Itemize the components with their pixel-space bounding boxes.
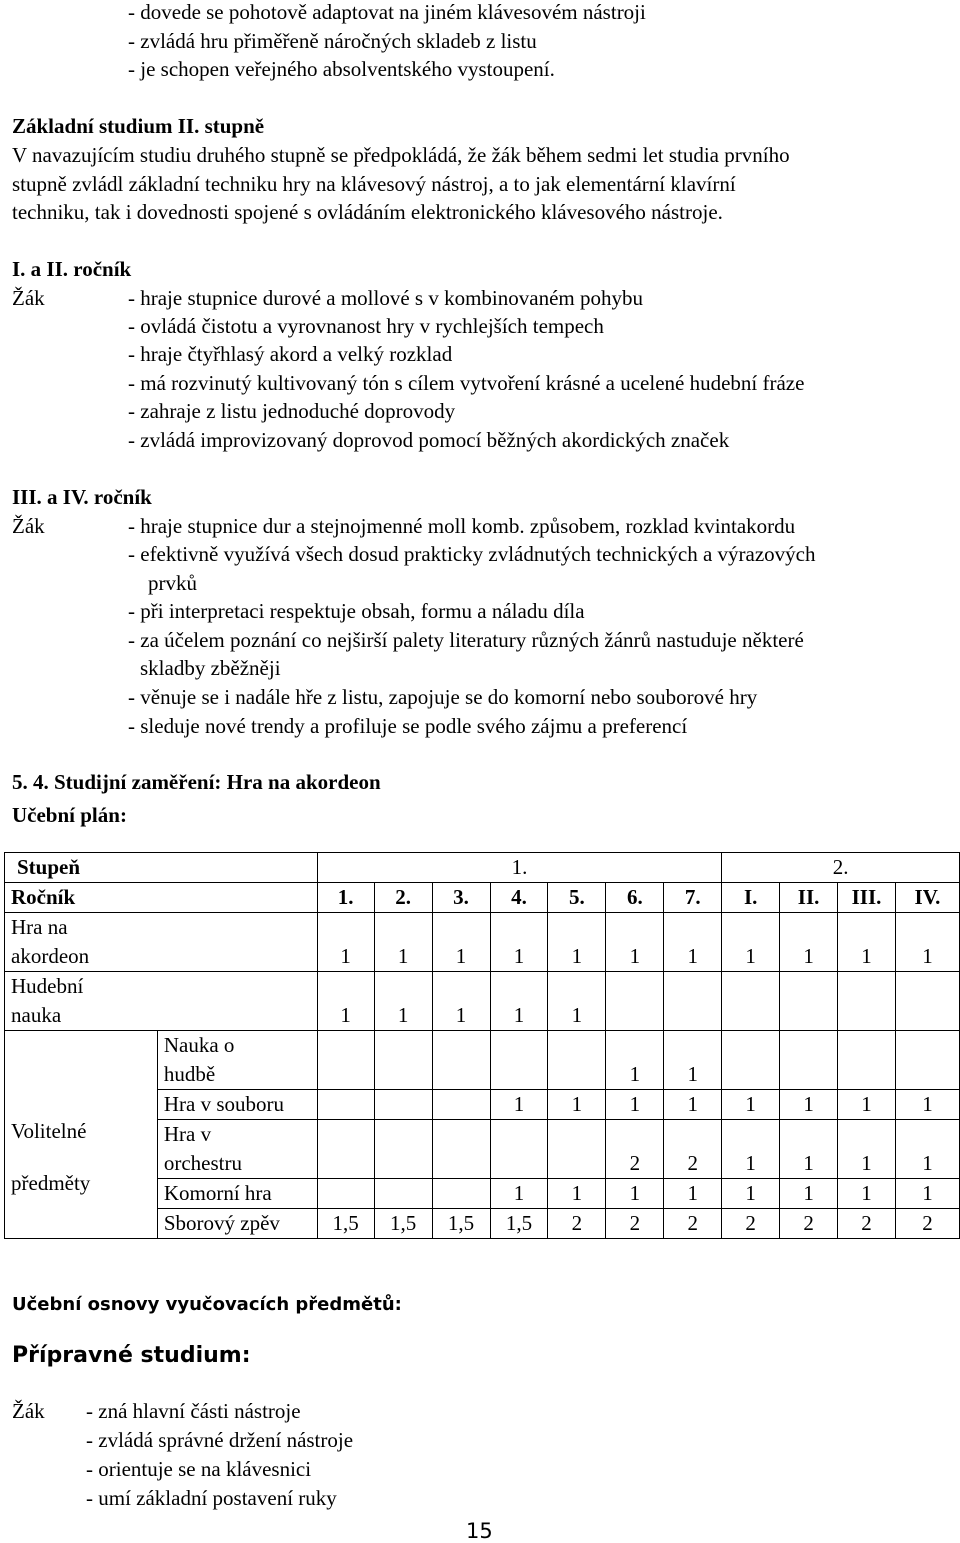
table-cell: 1 [606,1031,664,1090]
paragraph-line: V navazujícím studiu druhého stupně se předpokládá, že žák během sedmi let studia prvního [12,143,790,167]
table-cell: 1. [317,883,374,913]
block-heading: III. a IV. ročník [12,485,152,509]
list-item: - zná hlavní části nástroje [86,1399,301,1423]
table-cell: 1 [664,1031,722,1090]
table-cell [374,1031,432,1090]
table-cell: 1 [895,1120,959,1179]
volitelne-label: Volitelné [11,1119,87,1143]
table-cell [432,1120,490,1179]
table-cell [317,1031,374,1090]
table-cell: 1 [780,1179,838,1209]
table-cell: 2. [374,883,432,913]
table-cell: 1 [895,913,959,972]
stupen-1: 1. [317,853,722,883]
table-cell: 2 [838,1209,896,1239]
predmety-label: předměty [11,1171,91,1195]
study-plan-table [4,852,960,1239]
table-cell [548,1120,606,1179]
table-row [5,913,960,972]
table-cell: 2 [780,1209,838,1239]
table-cell: 1 [780,1120,838,1179]
list-item: - umí základní postavení ruky [86,1486,337,1510]
table-cell [895,1031,959,1090]
table-cell: 1 [838,1090,896,1120]
table-cell: 1 [722,1179,780,1209]
table-cell [374,1179,432,1209]
table-cell: 1 [490,1090,548,1120]
table-cell: 1 [895,1179,959,1209]
row-label: Hra v orchestru [157,1120,317,1179]
table-cell [664,972,722,1031]
table-cell: II. [780,883,838,913]
table-row [5,1031,960,1090]
table-cell: 1 [606,1090,664,1120]
table-row [5,883,960,913]
table-cell: 3. [432,883,490,913]
table-cell: 2 [895,1209,959,1239]
table-cell: 2 [664,1120,722,1179]
row-label: Nauka o hudbě [157,1031,317,1090]
table-cell [490,1120,548,1179]
table-cell: 1 [838,1120,896,1179]
zak-label: Žák [12,514,45,538]
page-number: 15 [466,1519,493,1543]
block-heading: I. a II. ročník [12,257,132,281]
table-cell: 4. [490,883,548,913]
table-row [5,972,960,1031]
table-cell: 1 [490,1179,548,1209]
table-cell [838,972,896,1031]
table-cell: 1 [664,913,722,972]
table-row [5,853,960,883]
list-item: - hraje stupnice durové a mollové s v kombinovaném pohybu [128,286,643,310]
list-item: - ovládá čistotu a vyrovnanost hry v rychlejších tempech [128,314,604,338]
table-cell: 2 [548,1209,606,1239]
table-cell: 1 [317,913,374,972]
table-cell [317,1120,374,1179]
table-cell: 5. [548,883,606,913]
section-subheading: Učební plán: [12,803,127,827]
table-cell [374,1090,432,1120]
table-cell: IV. [895,883,959,913]
table-cell: 1 [722,1120,780,1179]
rocnik-label: Ročník [5,883,318,913]
list-item: prvků [148,571,197,595]
table-cell: 1 [432,972,490,1031]
table-cell [606,972,664,1031]
table-cell [895,972,959,1031]
table-cell: III. [838,883,896,913]
table-cell: 2 [606,1209,664,1239]
list-item: skladby zběžněji [140,656,281,680]
table-cell: 6. [606,883,664,913]
list-item: - za účelem poznání co nejširší palety literatury různých žánrů nastuduje některé [128,628,804,652]
table-cell: I. [722,883,780,913]
table-cell [432,1090,490,1120]
table-cell: 1 [490,972,548,1031]
intro-line: - zvládá hru přiměřeně náročných skladeb z listu [128,29,537,53]
row-label: Komorní hra [157,1179,317,1209]
row-label: Hudební nauka [5,972,318,1031]
table-cell: 1 [664,1090,722,1120]
table-cell: 1 [780,1090,838,1120]
list-item: - hraje čtyřhlasý akord a velký rozklad [128,342,453,366]
table-cell: 2 [664,1209,722,1239]
list-item: - zvládá správné držení nástroje [86,1428,354,1452]
zak-label: Žák [12,1399,45,1423]
table-cell [317,1179,374,1209]
table-cell: 1 [548,972,606,1031]
list-item: - efektivně využívá všech dosud prakticky zvládnutých technických a výrazových [128,542,816,566]
table-cell: 1 [895,1090,959,1120]
list-item: - má rozvinutý kultivovaný tón s cílem vytvoření krásné a ucelené hudební fráze [128,371,805,395]
table-cell [722,1031,780,1090]
table-cell: 1 [374,913,432,972]
list-item: - při interpretaci respektuje obsah, formu a náladu díla [128,599,585,623]
table-cell: 1 [722,913,780,972]
table-cell: 1 [374,972,432,1031]
list-item: - orientuje se na klávesnici [86,1457,312,1481]
intro-line: - dovede se pohotově adaptovat na jiném klávesovém nástroji [128,0,646,24]
table-cell [374,1120,432,1179]
paragraph-line: stupně zvládl základní techniku hry na klávesový nástroj, a to jak elementární klavírní [12,172,736,196]
table-cell [722,972,780,1031]
table-cell: 1 [838,1179,896,1209]
table-cell: 1,5 [432,1209,490,1239]
table-cell: 1,5 [317,1209,374,1239]
table-cell [548,1031,606,1090]
table-cell [432,1031,490,1090]
table-cell [780,1031,838,1090]
list-item: - věnuje se i nadále hře z listu, zapojuje se do komorní nebo souborové hry [128,685,758,709]
row-label: Sborový zpěv [157,1209,317,1239]
table-cell: 2 [722,1209,780,1239]
table-cell [780,972,838,1031]
list-item: - sleduje nové trendy a profiluje se podle svého zájmu a preferencí [128,714,688,738]
intro-line: - je schopen veřejného absolventského vystoupení. [128,57,555,81]
table-cell: 1,5 [374,1209,432,1239]
osnovy-heading: Učební osnovy vyučovacích předmětů: [12,1294,402,1315]
table-cell: 1 [838,913,896,972]
section-heading: 5. 4. Studijní zaměření: Hra na akordeon [12,770,381,794]
table-cell: 1 [548,1179,606,1209]
section-heading: Základní studium II. stupně [12,114,265,138]
table-cell: 1 [606,913,664,972]
zak-label: Žák [12,286,45,310]
stupen-2: 2. [722,853,960,883]
table-cell: 1 [432,913,490,972]
list-item: - zvládá improvizovaný doprovod pomocí běžných akordických značek [128,428,730,452]
table-cell: 1 [548,913,606,972]
stupen-label: Stupeň [5,853,318,883]
table-cell: 1 [317,972,374,1031]
table-cell: 1,5 [490,1209,548,1239]
list-item: - zahraje z listu jednoduché doprovody [128,399,456,423]
table-cell [432,1179,490,1209]
table-cell: 1 [722,1090,780,1120]
table-cell: 1 [548,1090,606,1120]
pripravne-heading: Přípravné studium: [12,1343,251,1368]
table-cell: 1 [490,913,548,972]
table-cell: 1 [606,1179,664,1209]
table-cell: 1 [780,913,838,972]
paragraph-line: techniku, tak i dovednosti spojené s ovládáním elektronického klávesového nástroje. [12,200,723,224]
row-label: Hra na akordeon [5,913,318,972]
table-cell [838,1031,896,1090]
row-label: Hra v souboru [157,1090,317,1120]
table-cell: 1 [664,1179,722,1209]
table-cell [317,1090,374,1120]
table-cell [490,1031,548,1090]
table-cell: 7. [664,883,722,913]
table-cell: 2 [606,1120,664,1179]
list-item: - hraje stupnice dur a stejnojmenné moll komb. způsobem, rozklad kvintakordu [128,514,796,538]
volitelne-cell [5,1031,158,1239]
